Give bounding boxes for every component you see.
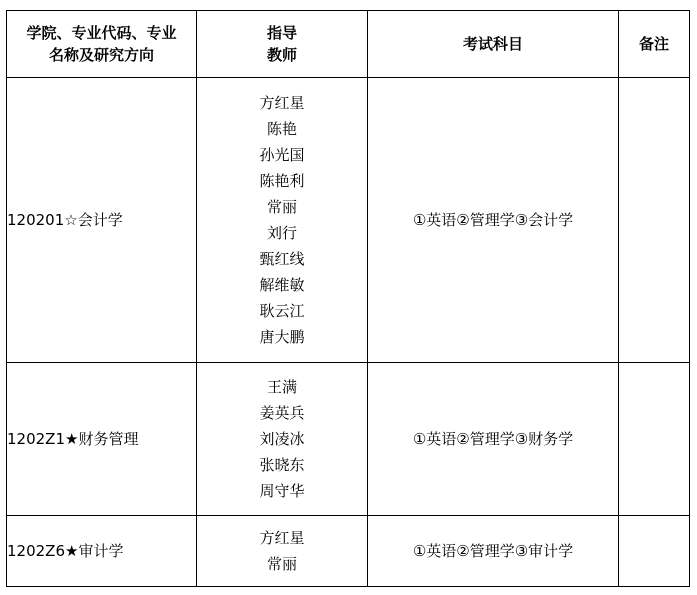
exam-subjects-cell: ①英语②管理学③财务学 <box>368 363 619 516</box>
advisor-name: 常丽 <box>266 555 297 573</box>
advisor-name: 刘凌冰 <box>259 430 305 448</box>
advisor-name: 姜英兵 <box>259 404 305 422</box>
header-exam: 考试科目 <box>368 11 619 78</box>
note-cell <box>619 78 690 363</box>
header-advisor <box>197 11 368 78</box>
header-advisor-line2: 教师 <box>266 46 297 64</box>
exam-subjects-cell: ①英语②管理学③会计学 <box>368 78 619 363</box>
header-note: 备注 <box>619 11 690 78</box>
header-major-line1: 学院、专业代码、专业 <box>26 24 177 42</box>
advisor-name: 方红星 <box>259 94 305 112</box>
table-row <box>7 78 690 363</box>
advisor-name: 唐大鹏 <box>259 328 305 346</box>
advisor-name: 刘行 <box>266 224 297 242</box>
advisor-cell <box>197 516 368 587</box>
header-major <box>7 11 197 78</box>
advisor-cell <box>197 363 368 516</box>
major-cell: 1202Z6★审计学 <box>7 516 197 587</box>
table-header-row <box>7 11 690 78</box>
advisor-cell <box>197 78 368 363</box>
program-table <box>6 10 690 587</box>
advisor-name: 方红星 <box>259 529 305 547</box>
table-row <box>7 363 690 516</box>
advisor-name: 陈艳 <box>266 120 297 138</box>
advisor-name: 耿云江 <box>259 302 305 320</box>
note-cell <box>619 363 690 516</box>
exam-subjects-cell: ①英语②管理学③审计学 <box>368 516 619 587</box>
advisor-name: 王满 <box>266 378 297 396</box>
advisor-name: 陈艳利 <box>259 172 305 190</box>
header-major-line2: 名称及研究方向 <box>48 46 154 64</box>
advisor-name: 甄红线 <box>259 250 305 268</box>
advisor-name: 常丽 <box>266 198 297 216</box>
advisor-name: 周守华 <box>259 482 305 500</box>
major-cell: 1202Z1★财务管理 <box>7 363 197 516</box>
major-cell: 120201☆会计学 <box>7 78 197 363</box>
note-cell <box>619 516 690 587</box>
advisor-name: 解维敏 <box>259 276 305 294</box>
advisor-name: 张晓东 <box>259 456 305 474</box>
header-advisor-line1: 指导 <box>266 24 297 42</box>
advisor-name: 孙光国 <box>259 146 305 164</box>
table-row <box>7 516 690 587</box>
